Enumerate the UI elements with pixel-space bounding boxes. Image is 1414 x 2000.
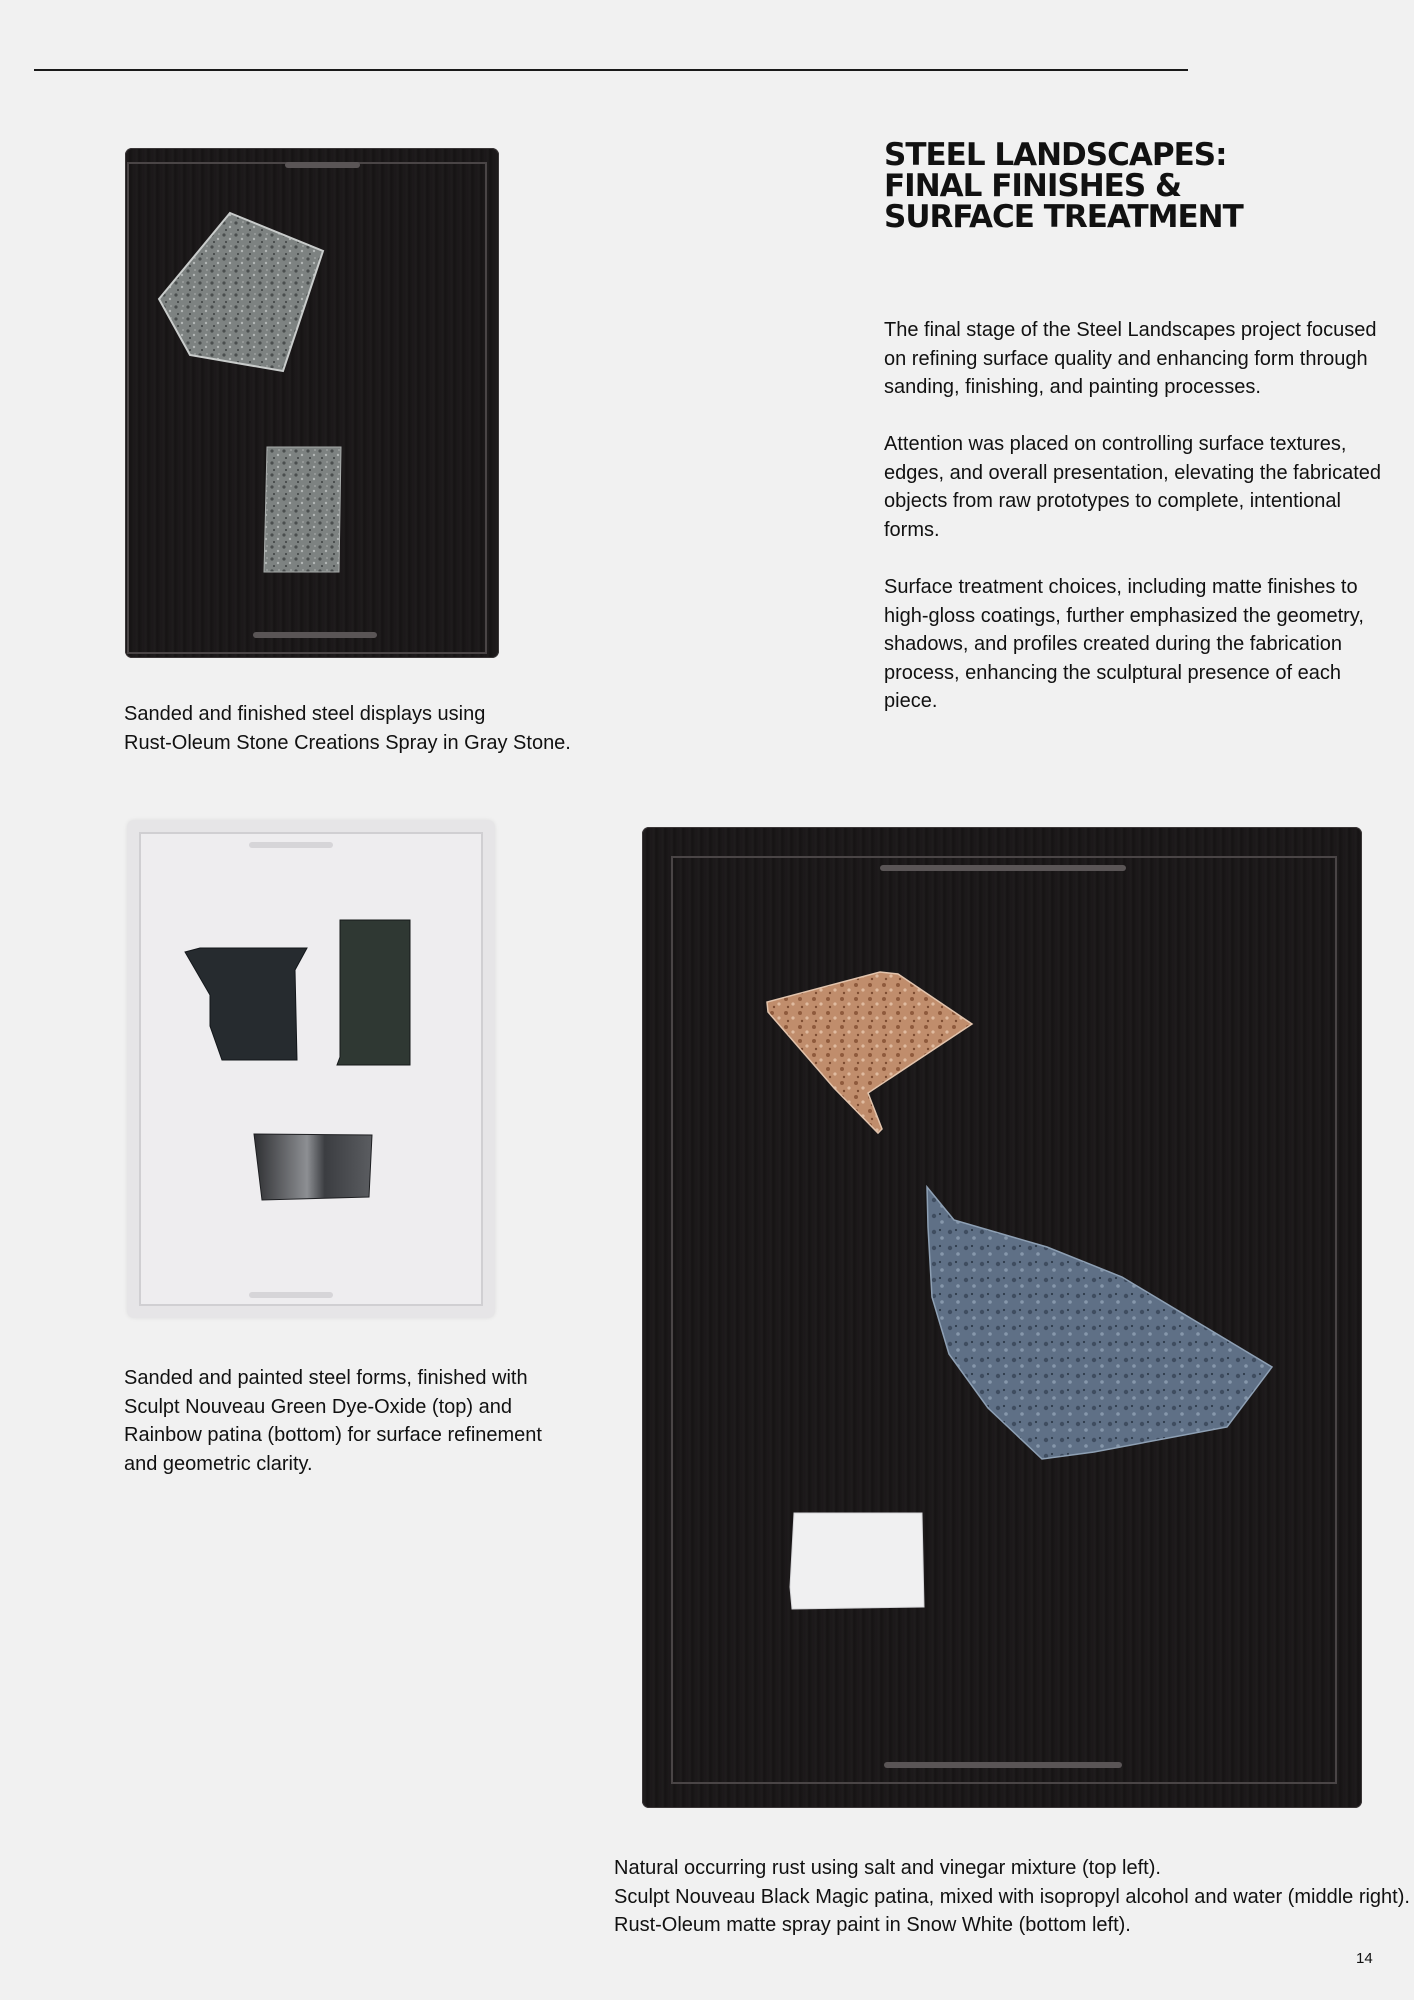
intro-paragraph: The final stage of the Steel Landscapes project focused on refining surface quality and enhancing form through sanding, finishing, and painting processes. (884, 319, 1377, 398)
gray-stone-square-piece (159, 213, 323, 371)
snow-white-piece (790, 1513, 924, 1609)
photo-gray-stone-tray (125, 148, 499, 658)
finish-pieces-graphic (642, 827, 1362, 1808)
top-rule (34, 69, 1188, 71)
caption-line: Rust-Oleum Stone Creations Spray in Gray Stone. (124, 731, 571, 754)
green-oxide-tall-piece (337, 920, 410, 1065)
black-magic-piece (927, 1187, 1272, 1459)
surface-treatment-paragraph: Surface treatment choices, including matte finishes to high-gloss coatings, further emphasized the geometry, shadows, and profiles created during the fabrication process, enhancing the sculptural presence of each piece. (884, 576, 1364, 712)
patina-pieces-graphic (127, 820, 495, 1318)
caption-line: Sculpt Nouveau Black Magic patina, mixed with isopropyl alcohol and water (middle right). (614, 1885, 1410, 1908)
gray-stone-pieces-graphic (125, 148, 499, 658)
page-title (884, 137, 1364, 235)
caption-line: Sanded and finished steel displays using (124, 703, 486, 725)
caption-line: Sanded and painted steel forms, finished with (124, 1367, 528, 1389)
caption-line: Natural occurring rust using salt and vinegar mixture (top left). (614, 1857, 1161, 1879)
rust-piece (767, 972, 972, 1133)
caption-rust-black-white (614, 1854, 1414, 1940)
attention-paragraph: Attention was placed on controlling surface textures, edges, and overall presentation, elevating the fabricated objects from raw prototypes to complete, intentional forms. (884, 433, 1382, 541)
green-oxide-bent-piece (185, 948, 307, 1060)
caption-line: Sculpt Nouveau Green Dye-Oxide (top) and (124, 1395, 512, 1418)
caption-sculpt-nouveau (124, 1364, 574, 1478)
gray-stone-block-piece (264, 447, 341, 572)
caption-gray-stone (124, 700, 644, 757)
caption-line: Rainbow patina (bottom) for surface refinement (124, 1424, 542, 1446)
caption-line: Rust-Oleum matte spray paint in Snow White (bottom left). (614, 1914, 1131, 1936)
photo-rust-black-white-tray (642, 827, 1362, 1808)
photo-sculpt-nouveau-tray (127, 820, 495, 1318)
caption-line: and geometric clarity. (124, 1452, 313, 1475)
title-line: SURFACE TREATMENT (884, 199, 1243, 235)
title-line: FINAL FINISHES & (884, 168, 1181, 204)
title-line: STEEL LANDSCAPES: (884, 137, 1227, 173)
page-number: 14 (1356, 1950, 1373, 1967)
rainbow-patina-piece (254, 1134, 372, 1200)
